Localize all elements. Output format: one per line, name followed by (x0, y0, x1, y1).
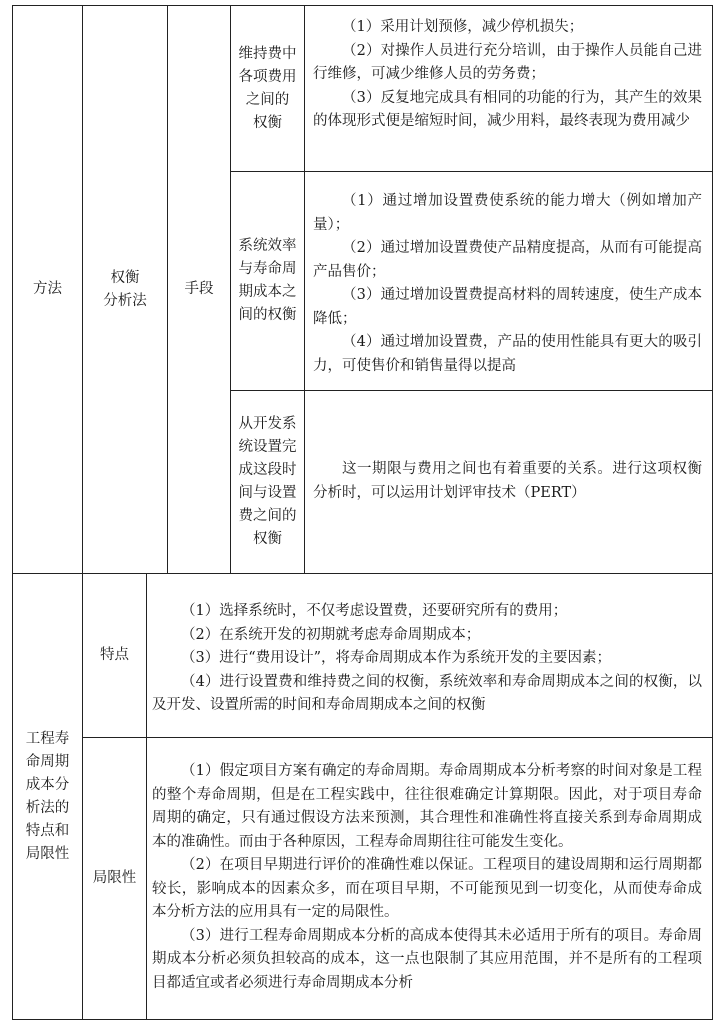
limitations-content (152, 760, 702, 995)
subsection-label (83, 6, 167, 573)
feature-section-label: 工程寿 命周期 成本分 析法的 特点和 局限性 (25, 730, 70, 862)
feature-row-divider (82, 737, 713, 738)
row2-content (313, 190, 702, 378)
method-col-line-4 (304, 5, 305, 573)
subsection-line-2: 分析法 (103, 292, 147, 309)
row2-item-4: （4）通过增加设置费，产品的使用性能具有更大的吸引力，可使售价和销售量得以提高 (313, 334, 702, 374)
limitation-item-2: （2）在项目早期进行评价的准确性难以保证。工程项目的建设周期和运行周期都较长，影响成本的因素众多，而在项目早期，不可能预见到一切变化，从而使寿命成本分析方法的应用具有一定的局限性。 (152, 857, 702, 920)
features-label: 特点 (100, 647, 129, 663)
feature-col-line-2 (146, 573, 147, 1020)
row1-item-2: （2）对操作人员进行充分培训，由于操作人员能自己进行维修，可减少维修人员的劳务费； (313, 42, 702, 82)
row1-item-3: （3）反复地完成具有相同的功能的行为，其产生的效果的体现形式便是缩短时间，减少用料，最终表现为费用减少 (313, 89, 702, 129)
row1-content (313, 16, 702, 134)
feature-item-4: （4）进行设置费和维持费之间的权衡，系统效率和寿命周期成本之间的权衡，以及开发、设置所需的时间和寿命周期成本之间的权衡 (152, 673, 702, 713)
row2-item-3: （3）通过增加设置费提高材料的周转速度，使生产成本降低； (313, 287, 702, 327)
features-content (152, 600, 702, 718)
feature-item-1: （1）选择系统时，不仅考虑设置费，还要研究所有的费用； (181, 603, 568, 619)
row2-item-2: （2）通过增加设置费使产品精度提高，从而有可能提高产品售价； (313, 240, 702, 280)
limitation-item-1: （1）假定项目方案有确定的寿命周期。寿命周期成本分析考察的时间对象是工程的整个寿命周期，但是在工程实践中，往往很难确定计算期限。因此，对于项目寿命周期的确定，只有通过假设方法来预测，其合理性和准确性将直接关系到寿命周期成本的准确性。而由于各种原因，工程寿命周期往往可能发生变化。 (152, 763, 702, 850)
table-border-right (712, 5, 713, 1020)
method-label: 方法 (33, 281, 62, 297)
row3-title: 从开发系 统设置完 成这段时 间与设置 费之间的 权衡 (238, 416, 297, 547)
row2-item-1: （1）通过增加设置费使系统的能力增大（例如增加产量）； (313, 193, 702, 233)
feature-item-2: （2）在系统开发的初期就考虑寿命周期成本； (181, 626, 481, 643)
means-label: 手段 (184, 281, 214, 297)
subsection-line-1: 权衡 (110, 269, 140, 286)
limitations-label: 局限性 (92, 870, 137, 886)
row1-item-1: （1）采用计划预修，减少停机损失； (342, 19, 584, 35)
table-border-bottom (12, 1019, 713, 1020)
row3-content (313, 458, 702, 505)
limitation-item-3: （3）进行工程寿命周期成本分析的高成本使得其未必适用于所有的项目。寿命周期成本分析必须负担较高的成本，这一点也限制了其应用范围，并不是所有的工程项目都适宜或者必须进行寿命周期成本分析 (152, 927, 702, 991)
row2-title: 系统效率 与寿命周 期成本之 间的权衡 (238, 238, 297, 323)
row1-title: 维持费中 各项费用 之间的 权衡 (238, 45, 297, 131)
row3-item-1: 这一期限与费用之间也有着重要的关系。进行这项权衡分析时，可以运用计划评审技术（PERT） (313, 461, 702, 501)
feature-item-3: （3）进行“费用设计”，将寿命周期成本作为系统开发的主要因素； (181, 650, 612, 666)
